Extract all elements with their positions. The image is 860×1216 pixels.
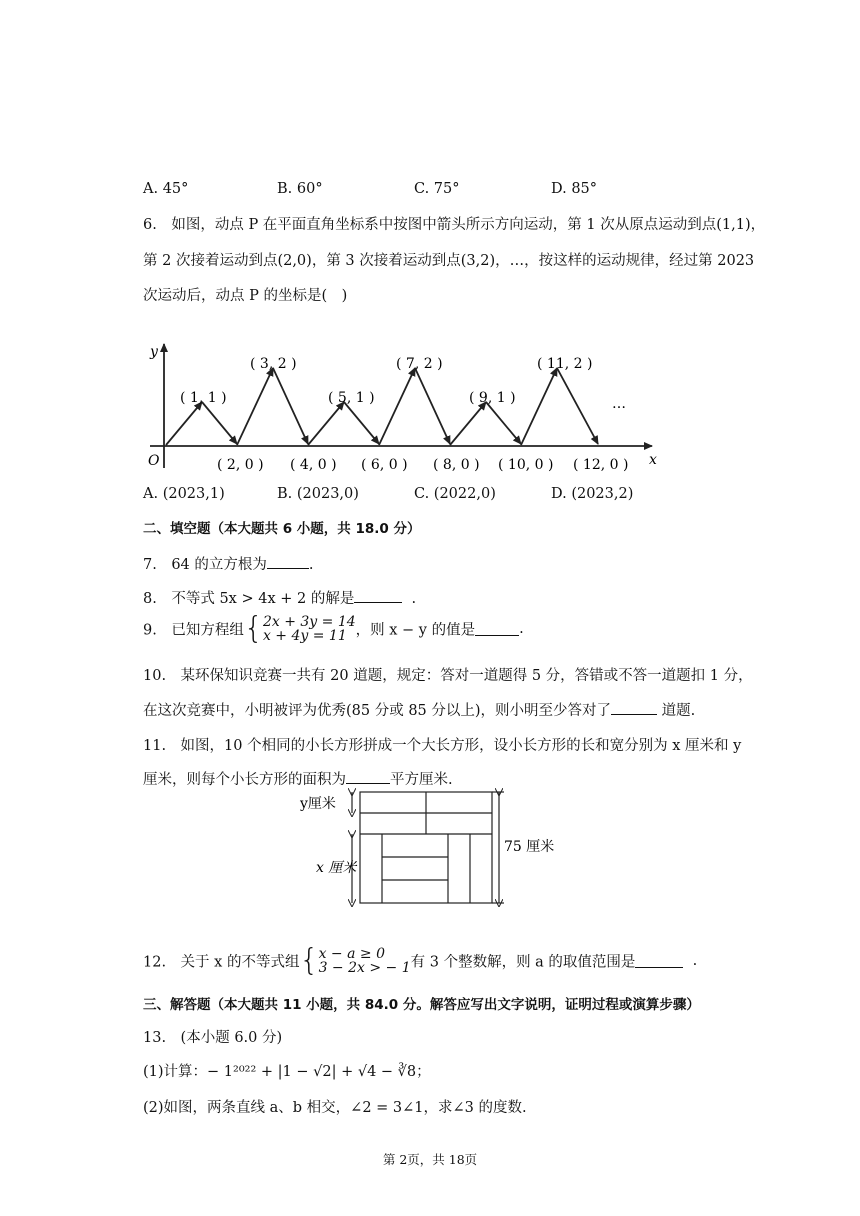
path-segment — [557, 368, 598, 444]
point-label-1-1: ( 1, 1 ) — [180, 390, 227, 406]
x-axis-label: x — [649, 452, 657, 468]
q6-coordinate-figure — [140, 338, 670, 478]
q11-answer-blank[interactable] — [346, 771, 390, 784]
point-label-7-2: ( 7, 2 ) — [396, 356, 443, 372]
path-segment — [202, 402, 237, 444]
path-segment — [415, 368, 450, 444]
q5-option-a: A. 45° — [143, 181, 189, 197]
q9-answer-blank[interactable] — [475, 623, 519, 636]
x-cm-label: x 厘米 — [316, 860, 357, 876]
section-2-title: 二、填空题（本大题共 6 小题，共 18.0 分） — [143, 521, 421, 537]
path-segment — [237, 368, 273, 445]
q11-line-1: 11. 如图，10 个相同的小长方形拼成一个大长方形，设小长方形的长和宽分别为 x 厘米和 y — [143, 738, 742, 754]
point-label-4-0: ( 4, 0 ) — [290, 457, 337, 473]
q5-option-d: D. 85° — [551, 181, 598, 197]
q10-line-2 — [143, 699, 695, 720]
q11-text: 厘米，则每个小长方形的面积为 — [143, 772, 346, 788]
q7-text: 7. 64 的立方根为 — [143, 557, 267, 573]
q9: 9. 已知方程组{2x + 3y = 14 x + 4y = 11 ，则 x − y 的值是 . — [143, 611, 524, 646]
point-label-8-0: ( 8, 0 ) — [433, 457, 480, 473]
q6-line-1: 6. 如图，动点 P 在平面直角坐标系中按图中箭头所示方向运动，第 1 次从原点运动到点(1,1)， — [143, 217, 766, 233]
path-segment — [486, 402, 521, 444]
q6-line-3: 次运动后，动点 P 的坐标是( ) — [143, 288, 348, 304]
path-segment — [273, 368, 308, 444]
page-footer: 第 2页，共 18页 — [382, 1152, 478, 1167]
q11-rectangles-figure — [296, 788, 566, 908]
q10-line-1: 10. 某环保知识竞赛一共有 20 道题，规定：答对一道题得 5 分，答错或不答一道题扣 1 分， — [143, 668, 753, 684]
ellipsis: … — [612, 396, 626, 412]
q9-eq2: x + 4y = 11 — [262, 628, 347, 644]
q5-option-c: C. 75° — [414, 181, 460, 197]
point-label-10-0: ( 10, 0 ) — [498, 457, 554, 473]
point-label-5-1: ( 5, 1 ) — [328, 390, 375, 406]
q6-option-c: C. (2022,0) — [414, 486, 496, 502]
path-segment — [521, 368, 557, 445]
point-label-11-2: ( 11, 2 ) — [537, 356, 593, 372]
q12-post: 有 3 个整数解，则 a 的取值范围是 — [410, 954, 636, 971]
q13-head: 13. (本小题 6.0 分) — [143, 1030, 283, 1046]
q8: 8. 不等式 5x > 4x + 2 的解是 . — [143, 591, 417, 607]
q7: 7. 64 的立方根为 . — [143, 557, 314, 573]
path-segment — [450, 402, 486, 445]
q9-post: ，则 x − y 的值是 — [355, 622, 476, 639]
q9-pre: 9. 已知方程组 — [143, 622, 244, 639]
q11-line-2 — [143, 768, 453, 789]
path-segment — [308, 402, 344, 445]
path-segment — [379, 368, 415, 445]
path-segment — [344, 402, 379, 444]
point-label-9-1: ( 9, 1 ) — [469, 390, 516, 406]
q12: 12. 关于 x 的不等式组{x − a ≥ 0 3 − 2x > − 1有 3 个整数解，则 a 的取值范围是 . — [143, 943, 698, 978]
q6-line-2: 第 2 次接着运动到点(2,0)，第 3 次接着运动到点(3,2)，…，按这样的运动规律，经过第 2023 — [143, 253, 755, 269]
q12-eq2: 3 − 2x > − 1 — [318, 960, 411, 976]
q9-brace: { — [243, 611, 263, 646]
q9-eq1: 2x + 3y = 14 — [262, 614, 356, 630]
q12-system — [319, 947, 411, 975]
q6-option-d: D. (2023,2) — [551, 486, 634, 502]
point-label-3-2: ( 3, 2 ) — [250, 356, 297, 372]
y-cm-label: y厘米 — [300, 796, 336, 812]
q12-answer-blank[interactable] — [635, 955, 683, 968]
q7-answer-blank[interactable] — [267, 556, 309, 569]
path-segment — [166, 402, 202, 445]
q12-eq1: x − a ≥ 0 — [318, 946, 385, 962]
q10-answer-blank[interactable] — [611, 702, 657, 715]
q9-system — [263, 615, 356, 643]
q13-part-1: (1)计算：− 1²⁰²² + |1 − √2| + √4 − ∛8； — [143, 1064, 431, 1080]
q11-post: 平方厘米. — [390, 772, 453, 788]
point-label-2-0: ( 2, 0 ) — [217, 457, 264, 473]
section-3-title: 三、解答题（本大题共 11 小题，共 84.0 分。解答应写出文字说明，证明过程或演算步骤） — [143, 997, 700, 1013]
origin-label: O — [148, 453, 160, 469]
q12-pre: 12. 关于 x 的不等式组 — [143, 954, 300, 971]
q10-post: 道题. — [657, 703, 696, 719]
y-axis-label: y — [150, 344, 158, 360]
q13-part-2: (2)如图，两条直线 a、b 相交，∠2 = 3∠1，求∠3 的度数. — [143, 1100, 527, 1116]
q6-option-a: A. (2023,1) — [143, 486, 225, 502]
q6-option-b: B. (2023,0) — [277, 486, 359, 502]
q8-answer-blank[interactable] — [354, 590, 402, 603]
q8-text: 8. 不等式 5x > 4x + 2 的解是 — [143, 591, 355, 607]
75-cm-label: 75 厘米 — [504, 839, 555, 855]
q12-brace: { — [299, 943, 319, 978]
q5-option-b: B. 60° — [277, 181, 323, 197]
point-label-6-0: ( 6, 0 ) — [361, 457, 408, 473]
q10-text: 在这次竞赛中，小明被评为优秀(85 分或 85 分以上)，则小明至少答对了 — [143, 703, 612, 719]
point-label-12-0: ( 12, 0 ) — [573, 457, 629, 473]
